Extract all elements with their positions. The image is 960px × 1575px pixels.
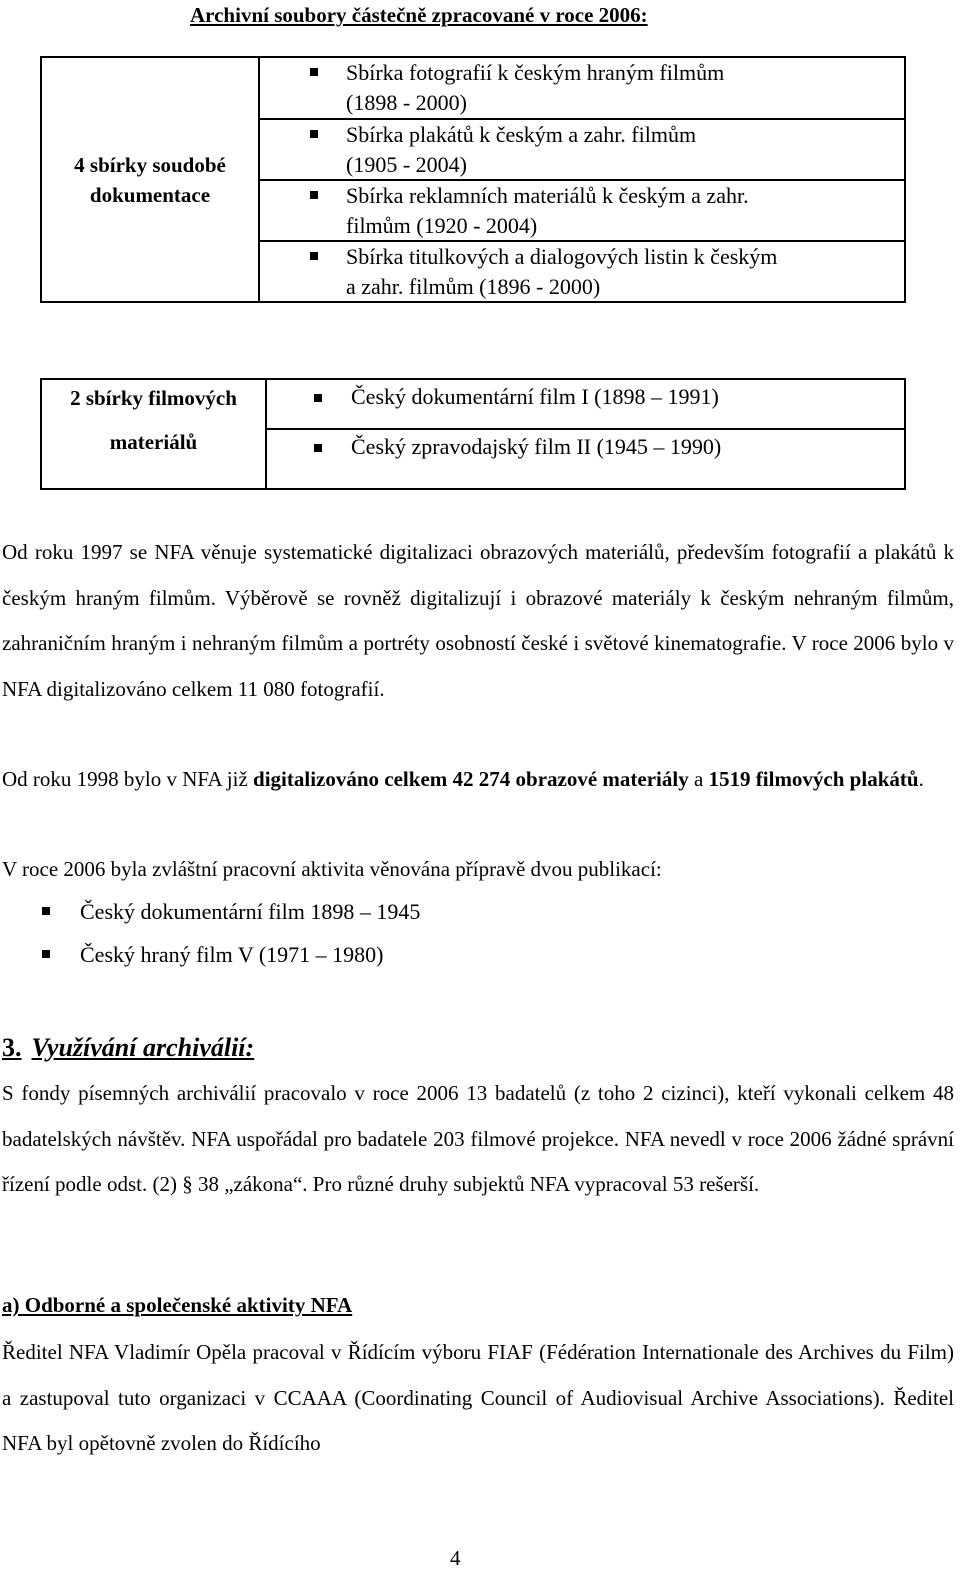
cell-line: a zahr. filmům (1896 - 2000) bbox=[346, 274, 601, 299]
subsection-heading-a: a) Odborné a společenské aktivity NFA bbox=[2, 1293, 353, 1317]
table-row bbox=[260, 181, 904, 242]
cell-line: Sbírka plakátů k českým a zahr. filmům bbox=[346, 122, 697, 147]
table-row bbox=[267, 430, 904, 490]
page-number: 4 bbox=[450, 1546, 461, 1570]
square-bullet-icon bbox=[310, 130, 318, 138]
square-bullet-icon bbox=[310, 68, 318, 76]
square-bullet-icon bbox=[310, 252, 318, 260]
cell-line: (1905 - 2004) bbox=[346, 152, 467, 177]
square-bullet-icon bbox=[314, 444, 322, 452]
paragraph-publikace: V roce 2006 byla zvláštní pracovní aktivita věnována přípravě dvou publikací: bbox=[2, 857, 662, 881]
paragraph-badatele: S fondy písemných archiválií pracovalo v roce 2006 13 badatelů (z toho 2 cizinci), kteří vykonali celkem 48 badatelských návštěv. NFA uspořádal pro badatele 203 filmové projekce. NFA nevedl v roce 2006 žádné správní řízení podle odst. (2) § 38 „zákona“. Pro různé druhy subjektů NFA vypracoval 53 rešerší. bbox=[2, 1081, 954, 1196]
text-run: a bbox=[688, 767, 709, 791]
cell-line: Sbírka fotografií k českým hraným filmům bbox=[346, 60, 725, 85]
section-title: Využívání archiválií: bbox=[31, 1033, 255, 1062]
table2-left-line1: 2 sbírky filmových bbox=[70, 386, 237, 410]
paragraph-digitalizovano-celkem bbox=[2, 757, 954, 803]
paragraph-digitalizace: Od roku 1997 se NFA věnuje systematické digitalizaci obrazových materiálů, především fotografií a plakátů k českým hraným filmům. Výběrově se rovněž digitalizují i obrazové materiály k českým nehraným filmům, zahraničním hraným i nehraným filmům a portréty osobností české i světové kinematografie. V roce 2006 bylo v NFA digitalizováno celkem 11 080 fotografií. bbox=[2, 540, 954, 701]
text-run: Od roku 1998 bylo v NFA již bbox=[2, 767, 254, 791]
table-cell bbox=[346, 120, 874, 180]
list-item-text: Český dokumentární film 1898 – 1945 bbox=[80, 899, 421, 924]
table-filmove-materialy bbox=[40, 378, 906, 490]
cell-line: (1898 - 2000) bbox=[346, 90, 467, 115]
table2-left-label bbox=[42, 380, 267, 488]
table1-left-label: 4 sbírky soudobé dokumentace bbox=[42, 58, 260, 301]
section-number: 3. bbox=[2, 1033, 22, 1062]
cell-line: Sbírka reklamních materiálů k českým a zahr. bbox=[346, 183, 749, 208]
square-bullet-icon bbox=[310, 191, 318, 199]
table-row bbox=[267, 380, 904, 430]
cell-line: filmům (1920 - 2004) bbox=[346, 213, 538, 238]
square-bullet-icon bbox=[42, 950, 50, 958]
table-row bbox=[260, 58, 904, 120]
list-item-text: Český hraný film V (1971 – 1980) bbox=[80, 942, 384, 967]
table-row bbox=[260, 242, 904, 301]
square-bullet-icon bbox=[314, 394, 322, 402]
table-cell bbox=[346, 181, 874, 241]
table-cell bbox=[346, 242, 874, 302]
cell-line: Sbírka titulkových a dialogových listin k českým bbox=[346, 244, 778, 269]
table2-left-line2: materiálů bbox=[109, 430, 198, 454]
table-cell: Český dokumentární film I (1898 – 1991) bbox=[351, 384, 719, 409]
bold-text-run: 1519 filmových plakátů bbox=[708, 767, 919, 791]
table-row bbox=[260, 120, 904, 181]
page-heading: Archivní soubory částečně zpracované v roce 2006: bbox=[190, 3, 648, 27]
table-cell bbox=[346, 58, 874, 118]
table-soudobe-dokumentace bbox=[40, 56, 906, 303]
table-cell: Český zpravodajský film II (1945 – 1990) bbox=[351, 434, 722, 459]
text-run: . bbox=[918, 767, 924, 791]
bold-text-run: digitalizováno celkem 42 274 obrazové materiály bbox=[253, 767, 689, 791]
section-heading-3 bbox=[2, 1030, 254, 1066]
paragraph-reditel: Ředitel NFA Vladimír Opěla pracoval v Řídícím výboru FIAF (Fédération Internationale des Archives du Film) a zastupoval tuto organizaci v CCAAA (Coordinating Council of Audiovisual Archive Associations). Ředitel NFA byl opětovně zvolen do Řídícího bbox=[2, 1340, 954, 1455]
square-bullet-icon bbox=[42, 907, 50, 915]
